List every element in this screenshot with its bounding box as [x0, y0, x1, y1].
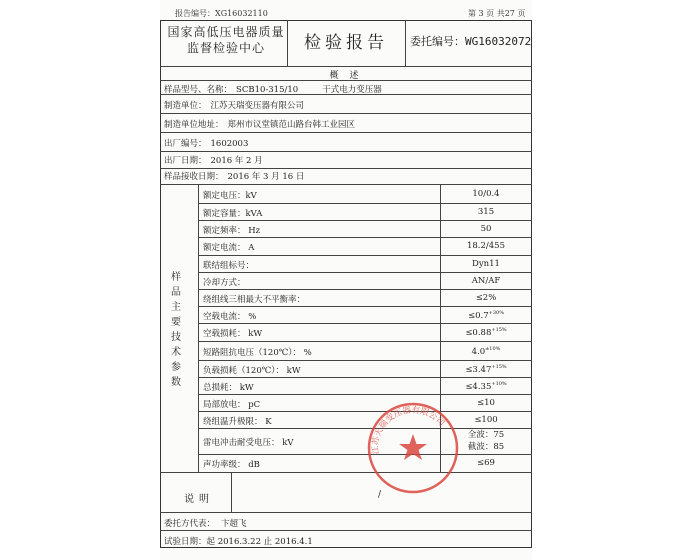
- param-value: [440, 310, 532, 321]
- info-value-2: 干式电力变压器: [322, 85, 382, 95]
- divider: [198, 341, 532, 342]
- divider: [160, 472, 532, 473]
- side-label-char: 参: [171, 362, 181, 373]
- param-value: AN/AF: [471, 276, 501, 286]
- divider: [198, 394, 532, 395]
- divider: [160, 168, 532, 169]
- param-name: 额定电压：kV: [203, 191, 257, 201]
- info-value: 江苏天瑞变压器有限公司: [210, 101, 305, 111]
- divider: [160, 66, 532, 67]
- side-label-char: 主: [171, 302, 181, 313]
- param-value-second: 截波：85: [467, 442, 505, 452]
- org-line-1: 国家高低压电器质量: [167, 25, 285, 39]
- divider: [160, 113, 532, 114]
- param-tolerance: +10%: [491, 381, 507, 387]
- report-number-value: XG16032110: [215, 9, 268, 18]
- divider: [198, 184, 199, 472]
- info-value: 2016 年 3 月 16 日: [227, 172, 305, 182]
- param-value: ≤100: [474, 415, 498, 425]
- divider: [160, 512, 532, 513]
- section-heading: 概 述: [329, 71, 363, 81]
- param-name: 额定电流： A: [203, 243, 255, 253]
- param-value: 10/0.4: [472, 189, 500, 199]
- seal-text: 江苏天瑞变压器有限公司: [370, 405, 447, 455]
- param-value: ≤10: [477, 398, 495, 408]
- divider: [160, 184, 532, 185]
- side-label-char: 术: [171, 347, 181, 358]
- param-value: Dyn11: [472, 259, 500, 269]
- info-value: 2016 年 2 月: [210, 156, 263, 166]
- info-row: [164, 137, 248, 149]
- test-date-row: [164, 535, 313, 547]
- param-name: 绕组温升极限： K: [203, 417, 272, 427]
- param-value-main: ≤4.35: [465, 381, 492, 392]
- param-tolerance: +15%: [491, 364, 507, 370]
- info-row: [164, 170, 304, 182]
- divider: [198, 360, 532, 361]
- param-name: 额定频率： Hz: [203, 226, 261, 236]
- info-row: [164, 83, 382, 95]
- info-label: 制造单位地址：: [164, 120, 224, 130]
- divider: [198, 323, 532, 324]
- issuing-organization: [166, 24, 286, 56]
- seal-star-icon: [399, 434, 427, 460]
- divider: [198, 289, 532, 290]
- param-value: 50: [480, 224, 492, 234]
- divider: [198, 272, 532, 273]
- commissioner-label: 委托方代表：: [164, 519, 216, 529]
- info-value: SCB10-315/10: [236, 85, 299, 95]
- param-name: 联结组标号：: [203, 261, 255, 271]
- divider: [198, 306, 532, 307]
- param-value: [440, 346, 532, 357]
- param-name: 冷却方式：: [203, 278, 246, 288]
- param-value-main: ≤0.7: [468, 310, 489, 321]
- param-name: 短路阻抗电压（120℃）： %: [203, 348, 312, 358]
- param-value-main: ≤3.47: [465, 364, 492, 375]
- param-name: 总损耗： kW: [203, 383, 254, 393]
- test-date-label: 试验日期：: [164, 537, 207, 547]
- param-name: 声功率级： dB: [203, 460, 260, 470]
- divider: [198, 255, 532, 256]
- info-label: 出厂日期：: [164, 156, 207, 166]
- page-info: 第 3 页 共27 页: [468, 9, 526, 18]
- divider: [287, 20, 288, 66]
- divider: [405, 20, 406, 66]
- info-label: 样品接收日期：: [164, 172, 224, 182]
- remarks-value: /: [378, 490, 382, 500]
- param-name: 负载损耗（120℃）： kW: [203, 366, 301, 376]
- divider: [160, 132, 532, 133]
- report-number-label: 报告编号：: [175, 9, 215, 18]
- report-number: [175, 8, 268, 19]
- divider: [198, 203, 532, 204]
- commission-label: 委托编号：: [410, 35, 465, 48]
- side-label-char: 技: [171, 332, 181, 343]
- divider: [198, 220, 532, 221]
- company-seal-stamp: [365, 400, 461, 496]
- param-value: [440, 327, 532, 338]
- info-label: 样品型号、名称：: [164, 85, 233, 95]
- report-title: 检验报告: [304, 33, 388, 53]
- param-name: 额定容量：kVA: [203, 209, 263, 219]
- param-value: [440, 381, 532, 392]
- param-value: [440, 364, 532, 375]
- divider: [160, 530, 532, 531]
- param-value: 315: [477, 207, 495, 217]
- side-label-char: 要: [171, 317, 181, 328]
- param-tolerance: ±10%: [485, 346, 501, 352]
- commissioner-name: 卞超飞: [221, 519, 247, 529]
- param-tolerance: +15%: [491, 327, 507, 333]
- divider: [231, 472, 232, 512]
- test-date-value: 起 2016.3.22 止 2016.4.1: [206, 537, 313, 547]
- parameters-side-label: [168, 270, 184, 390]
- info-row: [164, 154, 263, 166]
- param-value: 18.2/455: [466, 241, 505, 251]
- param-value: ≤69: [477, 458, 495, 468]
- param-tolerance: +30%: [488, 310, 504, 316]
- remarks-label: 说明: [184, 494, 214, 505]
- info-label: 制造单位：: [164, 101, 207, 111]
- param-value: ≤2%: [475, 293, 497, 303]
- divider: [198, 237, 532, 238]
- commission-number: [410, 33, 531, 49]
- side-label-char: 数: [171, 377, 181, 388]
- org-line-2: 监督检验中心: [186, 41, 265, 55]
- param-name: 雷电冲击耐受电压： kV: [203, 438, 294, 448]
- param-name: 局部放电： pC: [203, 400, 261, 410]
- param-value-main: ≤0.88: [465, 327, 492, 338]
- divider: [160, 151, 532, 152]
- side-label-char: 样: [171, 272, 181, 283]
- param-name: 绕组线三相最大不平衡率：: [203, 295, 306, 305]
- param-name: 空载损耗： kW: [203, 329, 263, 339]
- info-row: [164, 118, 355, 130]
- divider: [198, 377, 532, 378]
- commission-value: WG16032072: [465, 35, 532, 48]
- param-value-main: 全波：75: [467, 430, 505, 440]
- info-label: 出厂编号：: [164, 139, 207, 149]
- param-name: 空载电流： %: [203, 312, 257, 322]
- side-label-char: 品: [171, 287, 181, 298]
- info-row: [164, 99, 304, 111]
- param-value-main: 4.0: [471, 346, 486, 357]
- commissioner-row: [164, 517, 247, 529]
- info-value: 郑州市议堂镇范山路台韩工业园区: [227, 120, 356, 130]
- info-value: 1602003: [210, 139, 249, 149]
